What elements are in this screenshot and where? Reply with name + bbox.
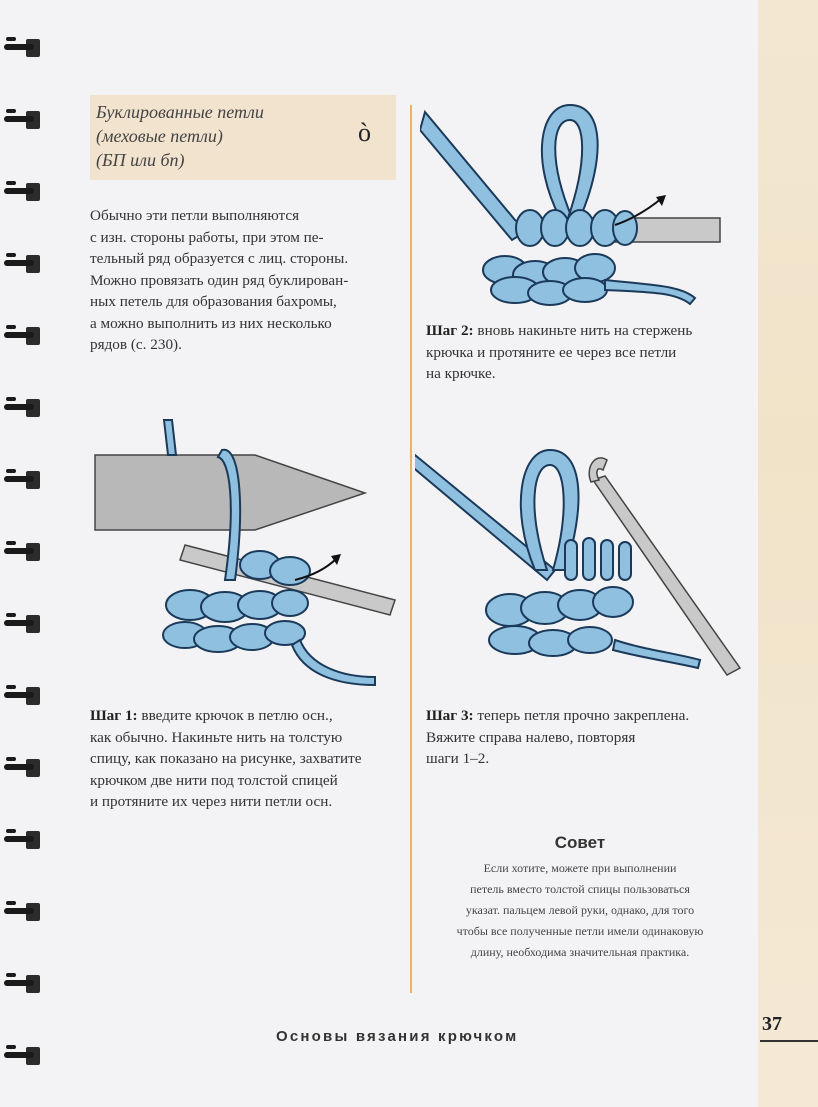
binding-ring bbox=[4, 611, 40, 637]
tip-line: чтобы все полученные петли имели одинаковую bbox=[456, 924, 704, 938]
caption-line: спицу, как показано на рисунке, захватите bbox=[90, 750, 362, 767]
binding-ring bbox=[4, 251, 40, 277]
tip-line: длину, необходима значительная практика. bbox=[470, 945, 690, 959]
binding-ring bbox=[4, 971, 40, 997]
page-edge-strip bbox=[758, 0, 818, 1107]
binding-ring bbox=[4, 395, 40, 421]
section-title bbox=[96, 100, 264, 172]
binding-ring bbox=[4, 899, 40, 925]
step2-caption bbox=[426, 320, 756, 385]
title-line: (меховые петли) bbox=[96, 126, 223, 146]
caption-line bbox=[426, 705, 756, 727]
binding-ring bbox=[4, 467, 40, 493]
page-number-rule bbox=[760, 1040, 818, 1042]
intro-line: а можно выполнить из них несколько bbox=[90, 314, 332, 332]
caption-line: на крючке. bbox=[426, 365, 496, 382]
tip-title: Совет bbox=[554, 833, 606, 852]
caption-text: вновь накиньте нить на стержень bbox=[477, 322, 693, 339]
binding-ring bbox=[4, 35, 40, 61]
tip-line: указат. пальцем левой руки, однако, для того bbox=[465, 903, 695, 917]
caption-line: крючком две нити под толстой спицей bbox=[90, 771, 338, 789]
spiral-binding bbox=[0, 0, 45, 1107]
caption-line: шаги 1–2. bbox=[426, 750, 490, 767]
tip-text bbox=[420, 858, 740, 963]
tip-line: петель вместо толстой спицы пользоваться bbox=[470, 882, 690, 896]
binding-ring bbox=[4, 1043, 40, 1069]
caption-line: как обычно. Накиньте нить на толстую bbox=[90, 728, 343, 746]
step3-caption bbox=[426, 705, 756, 770]
intro-line: ных петель для образования бахромы, bbox=[90, 293, 337, 310]
step-label: Шаг 1: bbox=[90, 707, 138, 724]
caption-line: и протяните их через нити петли осн. bbox=[90, 793, 333, 810]
stitch-symbol-icon: ò bbox=[358, 118, 371, 147]
step-label: Шаг 2: bbox=[426, 322, 474, 339]
caption-line bbox=[426, 320, 756, 342]
intro-line: рядов (с. 230). bbox=[90, 336, 182, 353]
binding-ring bbox=[4, 827, 40, 853]
footer-section-title: Основы вязания крючком bbox=[276, 1028, 519, 1045]
binding-ring bbox=[4, 323, 40, 349]
caption-text: введите крючок в петлю осн., bbox=[141, 707, 333, 724]
binding-ring bbox=[4, 179, 40, 205]
step3-illustration bbox=[415, 440, 745, 680]
column-divider bbox=[410, 105, 412, 993]
title-line: (БП или бп) bbox=[96, 150, 185, 170]
binding-ring bbox=[4, 683, 40, 709]
page-number: 37 bbox=[762, 1013, 782, 1035]
binding-ring bbox=[4, 539, 40, 565]
intro-line: Можно провязать один ряд буклирован- bbox=[90, 271, 349, 289]
caption-line bbox=[90, 705, 408, 727]
step2-illustration bbox=[420, 100, 740, 315]
step-label: Шаг 3: bbox=[426, 707, 474, 724]
tip-line: Если хотите, можете при выполнении bbox=[483, 861, 677, 875]
intro-line: тельный ряд образуется с лиц. стороны. bbox=[90, 250, 349, 267]
step1-caption bbox=[90, 705, 408, 813]
intro-line: с изн. стороны работы, при этом пе- bbox=[90, 228, 324, 246]
intro-paragraph bbox=[90, 205, 400, 356]
step1-illustration bbox=[90, 415, 405, 695]
binding-ring bbox=[4, 107, 40, 133]
caption-text: теперь петля прочно закреплена. bbox=[477, 707, 690, 724]
intro-line: Обычно эти петли выполняются bbox=[90, 207, 300, 224]
caption-line: крючка и протяните ее через все петли bbox=[426, 343, 677, 361]
binding-ring bbox=[4, 755, 40, 781]
title-line: Буклированные петли bbox=[96, 102, 264, 122]
caption-line: Вяжите справа налево, повторяя bbox=[426, 728, 636, 746]
